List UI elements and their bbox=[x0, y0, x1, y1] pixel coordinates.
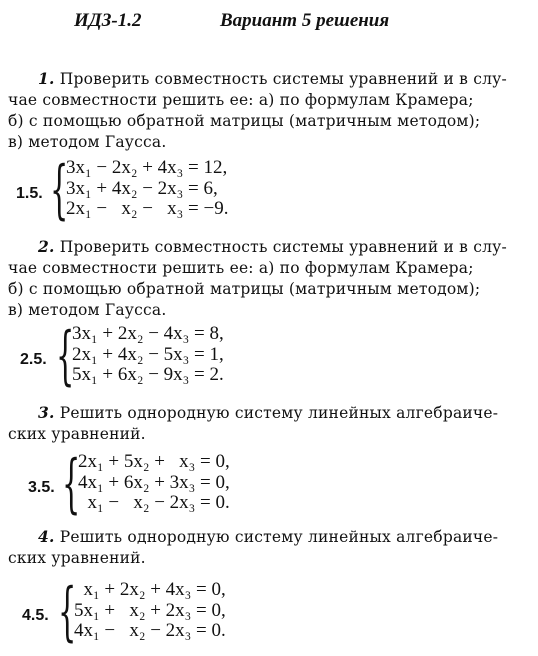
assignment-title: ИДЗ-1.2 bbox=[74, 10, 142, 31]
equations bbox=[72, 324, 224, 386]
task-2-statement bbox=[8, 236, 524, 321]
task-text-line: Решить однородную систему линейных алгебраиче- bbox=[59, 528, 499, 546]
task-text-line: б) с помощью обратной матрицы (матричным методом); bbox=[8, 112, 481, 130]
task-1-statement bbox=[8, 68, 524, 153]
equation: x₁ + 2x₂ + 4x₃ = 0, bbox=[74, 579, 226, 600]
task-text-line: Решить однородную систему линейных алгебраиче- bbox=[59, 404, 499, 422]
left-brace: { bbox=[58, 575, 77, 649]
equation: 4x₁ + 6x₂ + 3x₃ = 0, bbox=[78, 471, 230, 493]
equation: x₁ − x₂ − 2x₃ = 0. bbox=[78, 492, 230, 513]
equation: 5x₁ + 6x₂ − 9x₃ = 2. bbox=[72, 364, 224, 385]
equations bbox=[74, 580, 226, 642]
task-number: 2. bbox=[38, 237, 55, 256]
equations bbox=[66, 158, 228, 220]
system-label: 4.5. bbox=[22, 607, 49, 624]
task-number: 3. bbox=[38, 403, 55, 422]
system-label: 1.5. bbox=[16, 185, 43, 202]
document-header bbox=[74, 10, 390, 32]
task-4-statement bbox=[8, 526, 524, 569]
equations bbox=[78, 452, 230, 514]
task-text-line: в) методом Гаусса. bbox=[8, 301, 167, 319]
task-number: 4. bbox=[38, 527, 55, 546]
task-text-line: ских уравнений. bbox=[8, 425, 146, 443]
equation: 3x₁ − 2x₂ + 4x₃ = 12, bbox=[66, 157, 228, 178]
task-3-statement bbox=[8, 402, 524, 445]
left-brace: { bbox=[50, 153, 69, 227]
task-text-line: ских уравнений. bbox=[8, 549, 146, 567]
task-text-line: Проверить совместность системы уравнений и в слу- bbox=[59, 70, 507, 88]
equation: 2x₁ − x₂ − x₃ = −9. bbox=[66, 198, 229, 219]
equation: 5x₁ + x₂ + 2x₃ = 0, bbox=[74, 599, 226, 621]
left-brace: { bbox=[62, 447, 81, 521]
variant-label: Вариант 5 решения bbox=[220, 10, 390, 31]
equation: 3x₁ + 2x₂ − 4x₃ = 8, bbox=[72, 323, 224, 344]
task-text-line: б) с помощью обратной матрицы (матричным методом); bbox=[8, 280, 481, 298]
task-number: 1. bbox=[38, 69, 55, 88]
system-label: 2.5. bbox=[20, 351, 47, 368]
left-brace: { bbox=[56, 319, 75, 393]
equation: 4x₁ − x₂ − 2x₃ = 0. bbox=[74, 620, 226, 641]
task-text-line: чае совместности решить ее: а) по формулам Крамера; bbox=[8, 91, 474, 109]
task-text-line: чае совместности решить ее: а) по формулам Крамера; bbox=[8, 259, 474, 277]
task-text-line: в) методом Гаусса. bbox=[8, 133, 167, 151]
task-text-line: Проверить совместность системы уравнений и в слу- bbox=[59, 238, 507, 256]
equation: 3x₁ + 4x₂ − 2x₃ = 6, bbox=[66, 177, 218, 199]
system-label: 3.5. bbox=[28, 479, 55, 496]
equation: 2x₁ + 4x₂ − 5x₃ = 1, bbox=[72, 343, 224, 365]
equation: 2x₁ + 5x₂ + x₃ = 0, bbox=[78, 451, 230, 472]
